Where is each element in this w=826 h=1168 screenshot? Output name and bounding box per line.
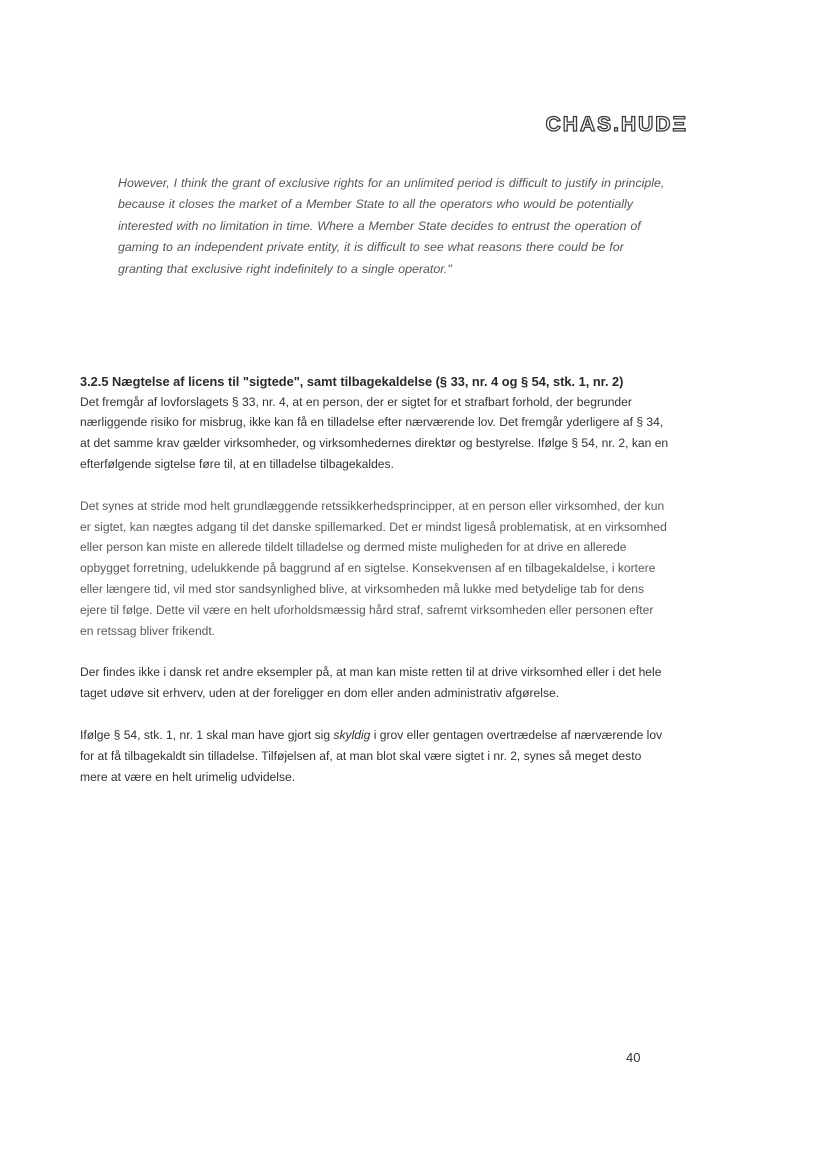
paragraph-4 (80, 725, 670, 788)
emphasis-skyldig: skyldig (333, 727, 371, 742)
section-heading: 3.2.5 Nægtelse af licens til "sigtede", samt tilbagekaldelse (§ 33, nr. 4 og § 54, stk. 1, nr. 2) (80, 374, 624, 389)
page-number: 40 (626, 1050, 641, 1065)
block-quote: However, I think the grant of exclusive rights for an unlimited period is difficult to justify in principle, because it closes the market of a Member State to all the operators who would be potentially interested with no limitation in time. Where a Member State decides to entrust the operation of gaming to an independent private entity, it is difficult to see what reasons there could be for granting that exclusive right indefinitely to a single operator." (118, 176, 665, 276)
paragraph-2: Det synes at stride mod helt grundlæggende retssikkerhedsprincipper, at en person eller virksomhed, der kun er sigtet, kan nægtes adgang til det danske spillemarked. Det er mindst ligeså problematisk, at en virksomhed eller person kan miste en allerede tildelt tilladelse og dermed miste muligheden for at drive en allerede opbygget forretning, udelukkende på baggrund af en sigtelse. Konsekvensen af en tilbagekaldelse, i kortere eller længere tid, vil med stor sandsynlighed blive, at virksomheden må lukke med betydelige tab for dens ejere til følge. Dette vil være en helt uforholdsmæssig hård straf, safremt virksomheden eller personen efter en retssag bliver frikendt. (80, 498, 667, 639)
paragraph-3: Der findes ikke i dansk ret andre eksempler på, at man kan miste retten til at drive virksomhed eller i det hele taget udøve sit erhverv, uden at der foreligger en dom eller anden administrativ afgørelse. (80, 665, 662, 701)
paragraph-4-part-2: i grov eller gentagen overtrædelse af nærværende lov for at få tilbagekaldt sin tilladelse. Tilføjelsen af, at man blot skal være sigtet i nr. 2, synes så meget desto mere at være en helt urimelig udvidelse. (80, 727, 663, 784)
paragraph-1: Det fremgår af lovforslagets § 33, nr. 4, at en person, der er sigtet for et strafbart forhold, der begrunder nærliggende risiko for misbrug, ikke kan få en tilladelse efter nærværende lov. Det fremgår yderligere af § 34, at det samme krav gælder virksomheder, og virksomhedernes direktør og bestyrelse. Ifølge § 54, nr. 2, kan en efterfølgende sigtelse føre til, at en tilladelse tilbagekaldes. (80, 394, 669, 472)
company-logo: CHAS.HUDΞ (545, 113, 688, 136)
section-3-2-5 (80, 372, 670, 788)
paragraph-4-part-1: Ifølge § 54, stk. 1, nr. 1 skal man have gjort sig (80, 727, 334, 742)
